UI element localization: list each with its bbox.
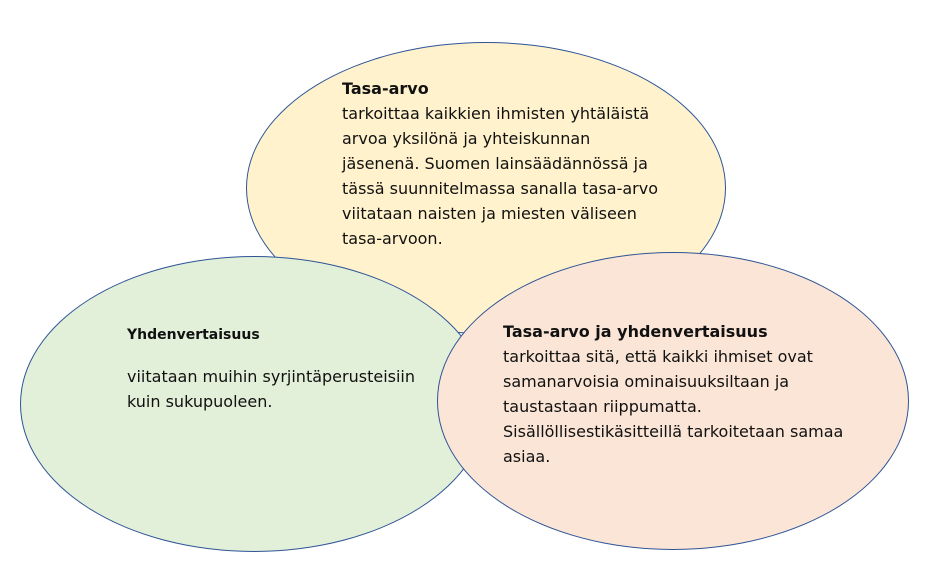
tasa-arvo-ja-yhdenvertaisuus-line: samanarvoisia ominaisuuksiltaan ja xyxy=(503,372,790,391)
tasa-arvo-ja-yhdenvertaisuus-line: tarkoittaa sitä, että kaikki ihmiset ovat xyxy=(503,347,813,366)
tasa-arvo-line: arvoa yksilönä ja yhteiskunnan xyxy=(342,129,591,148)
tasa-arvo-line: jäsenenä. Suomen lainsäädännössä ja xyxy=(342,154,648,173)
yhdenvertaisuus-line: kuin sukupuoleen. xyxy=(127,392,273,411)
tasa-arvo-line: viitataan naisten ja miesten väliseen xyxy=(342,204,637,223)
tasa-arvo-ja-yhdenvertaisuus-line: asiaa. xyxy=(503,447,551,466)
tasa-arvo-title: Tasa-arvo xyxy=(342,79,429,98)
yhdenvertaisuus-line: viitataan muihin syrjintäperusteisiin xyxy=(127,367,416,386)
tasa-arvo-line: tasa-arvoon. xyxy=(342,229,443,248)
yhdenvertaisuus-text xyxy=(127,323,415,414)
tasa-arvo-ja-yhdenvertaisuus-line: taustastaan riippumatta. xyxy=(503,397,702,416)
tasa-arvo-ja-yhdenvertaisuus-title: Tasa-arvo ja yhdenvertaisuus xyxy=(503,322,768,341)
tasa-arvo-line: tässä suunnitelmassa sanalla tasa-arvo xyxy=(342,179,658,198)
tasa-arvo-line: tarkoittaa kaikkien ihmisten yhtäläistä xyxy=(342,104,650,123)
tasa-arvo-text xyxy=(342,76,658,251)
tasa-arvo-ja-yhdenvertaisuus-text xyxy=(503,319,843,469)
yhdenvertaisuus-title: Yhdenvertaisuus xyxy=(127,327,260,343)
tasa-arvo-ja-yhdenvertaisuus-line: Sisällöllisestikäsitteillä tarkoitetaan samaa xyxy=(503,422,844,441)
